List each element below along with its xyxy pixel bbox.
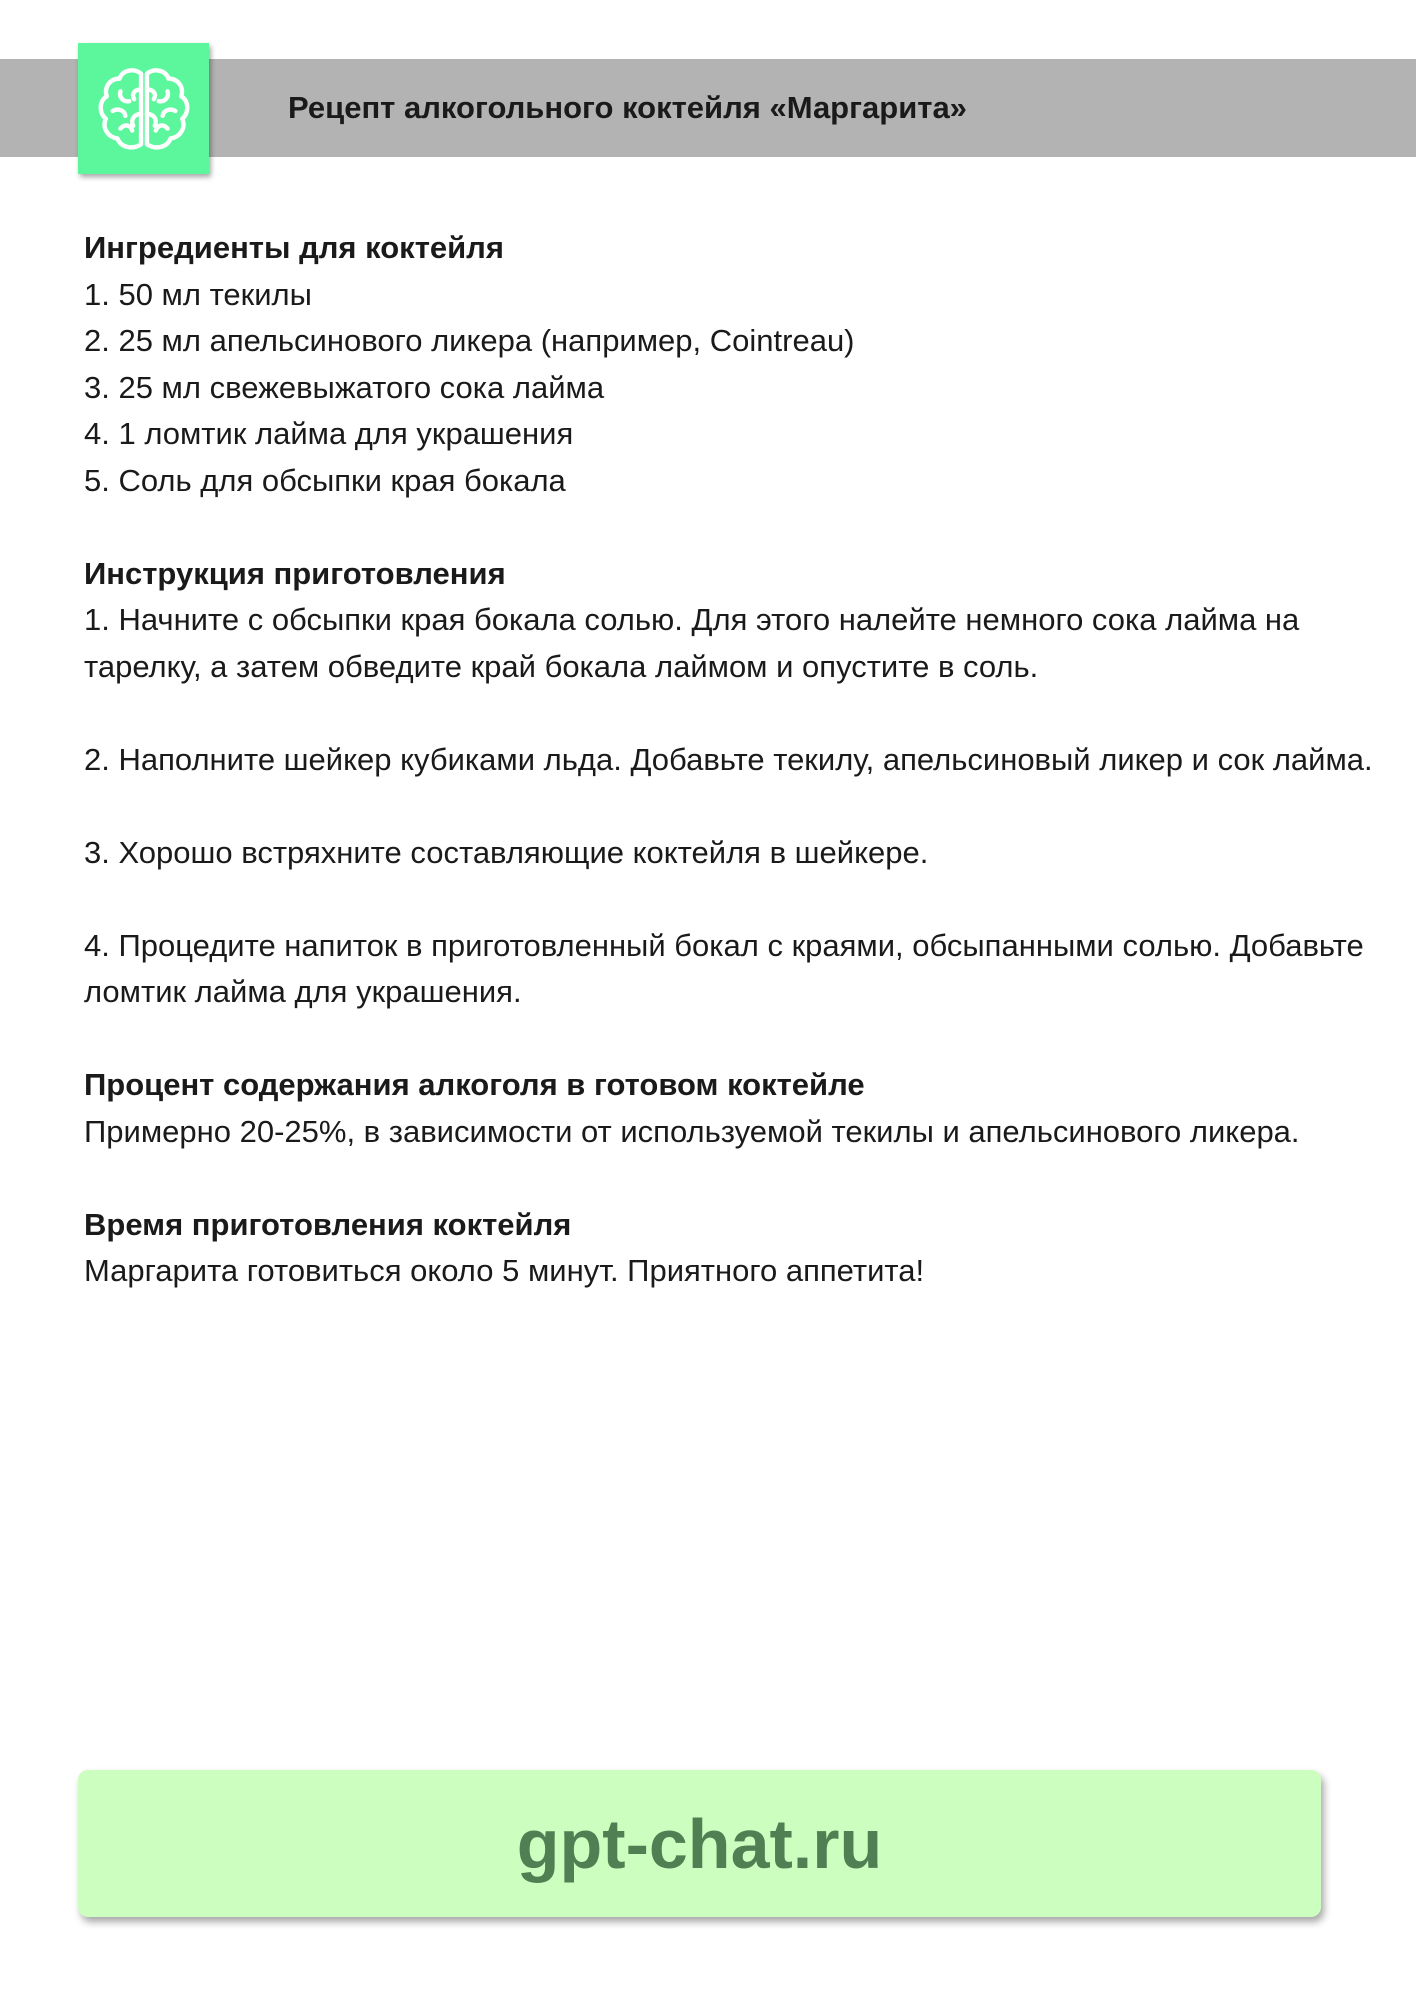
alcohol-section: [84, 1062, 1374, 1155]
ingredient-item: 5. Соль для обсыпки края бокала: [84, 462, 566, 498]
instruction-step: 1. Начните с обсыпки края бокала солью. Для этого налейте немного сока лайма на тарелку, а затем обведите край бокала лаймом и опустите в соль.: [84, 602, 1300, 684]
ingredient-item: 3. 25 мл свежевыжатого сока лайма: [84, 369, 605, 405]
ingredients-section: [84, 225, 1374, 504]
instruction-step: 3. Хорошо встряхните составляющие коктейля в шейкере.: [84, 834, 929, 870]
ingredient-item: 2. 25 мл апельсинового ликера (например, Cointreau): [84, 323, 855, 358]
instruction-step: 4. Процедите напиток в приготовленный бокал с краями, обсыпанными солью. Добавьте ломтик лайма для украшения.: [84, 927, 1364, 1009]
footer-banner: [78, 1770, 1321, 1917]
instructions-section: [84, 551, 1374, 1016]
brain-icon: [95, 60, 193, 158]
instructions-heading: Инструкция приготовления: [84, 555, 506, 591]
time-text: Маргарита готовиться около 5 минут. Приятного аппетита!: [84, 1253, 925, 1288]
ingredient-item: 4. 1 ломтик лайма для украшения: [84, 416, 574, 451]
ingredient-item: 1. 50 мл текилы: [84, 276, 312, 312]
recipe-content: [84, 225, 1374, 1341]
alcohol-text: Примерно 20-25%, в зависимости от используемой текилы и апельсинового ликера.: [84, 1113, 1300, 1149]
logo: [78, 43, 209, 174]
alcohol-heading: Процент содержания алкоголя в готовом коктейле: [84, 1067, 865, 1102]
instruction-step: 2. Наполните шейкер кубиками льда. Добавьте текилу, апельсиновый ликер и сок лайма.: [84, 741, 1373, 777]
time-heading: Время приготовления коктейля: [84, 1206, 572, 1242]
footer-site-name: gpt-chat.ru: [516, 1804, 883, 1883]
page-title: Рецепт алкогольного коктейля «Маргарита»: [288, 90, 967, 125]
ingredients-heading: Ингредиенты для коктейля: [84, 230, 504, 265]
time-section: [84, 1202, 1374, 1295]
